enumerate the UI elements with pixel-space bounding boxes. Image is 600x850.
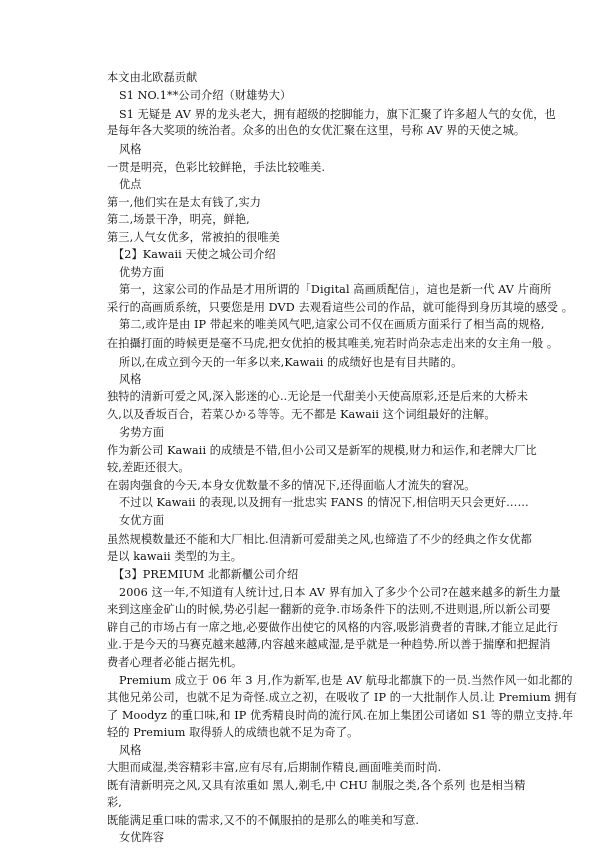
doc-line: 第一,他们实在是太有钱了,实力 [107,195,262,209]
doc-line: 是以 kawaii 类型的为主。 [107,550,243,563]
doc-line: 业.于是今天的马赛克越来越薄,内容越来越咸湿,是乎就是一种趋势.所以善于揣摩和把握消 [107,638,551,652]
doc-line: 优点 [119,178,142,192]
doc-line: 所以,在成立到今天的一年多以来,Kawaii 的成绩好也是有目共睹的。 [119,355,463,369]
doc-line: 本文由北欧磊贡献 [107,71,198,84]
doc-line: 第二,场景干净，明亮，鲜艳, [107,213,250,227]
doc-line: Premium 成立于 06 年 3 月,作为新军,也是 AV 航母北都旗下的一员.当然作风一如北都的 [119,673,573,687]
doc-line: 不过以 Kawaii 的表现,以及拥有一批忠实 FANS 的情况下,相信明天只会更好…… [119,495,529,509]
doc-line: 大胆而咸湿,类容精彩丰富,应有尽有,后期制作精良,画面唯美而时尚. [107,761,442,775]
doc-line: 女优方面 [119,514,165,528]
doc-line: S1 无疑是 AV 界的龙头老大，拥有超级的挖脚能力，旗下汇聚了许多超人气的女优，也 [119,107,556,121]
doc-line: S1 NO.1**公司介绍（财雄势大） [119,89,292,103]
doc-line: 辟自己的市场占有一席之地,必要做作出使它的风格的内容,吸影消费者的青睐,才能立足此行 [107,620,559,634]
doc-line: 轻的 Premium 取得骄人的成绩也就不足为奇了。 [107,726,359,740]
doc-line: 费者心理者必能占据先机。 [107,655,243,669]
doc-line: 较,差距还很大。 [107,461,190,474]
doc-line: 作为新公司 Kawaii 的成绩是不错,但小公司又是新军的规模,财力和运作,和老牌大厂比 [107,443,537,457]
doc-line: 女优阵容 [119,831,165,844]
doc-line: 风格 [119,743,142,757]
doc-line: 2006 这一年,不知道有人统计过,日本 AV 界有加入了多少个公司?在越来越多的新生力量 [119,585,561,599]
doc-line: 风格 [119,372,142,386]
doc-line: 一贯是明亮，色彩比较鲜艳，手法比较唯美. [107,160,326,174]
doc-line: 【2】Kawaii 天使之城公司介绍 [113,248,276,262]
doc-line: 第一，这家公司的作品是才用所谓的「Digital 高画质配信」，這也是新一代 AV 片商所 [119,283,552,296]
doc-line: 劣势方面 [119,426,165,440]
doc-line: 既能满足重口味的需求,又不的不佩服拍的是那么的唯美和写意. [107,813,420,827]
doc-line: 【3】PREMIUM 北都新櫃公司介绍 [113,567,299,581]
doc-line: 是每年各大奖项的统治者。众多的出色的女优汇聚在这里，号称 AV 界的天使之城。 [107,124,526,138]
doc-line: 独特的清新可爱之风,深入影迷的心..无论是一代甜美小天使高原彩,还是后来的大桥未 [107,390,528,404]
doc-line: 彩, [107,796,122,810]
doc-line: 优势方面 [119,265,165,279]
doc-line: 在弱肉强食的今天,本身女优数量不多的情况下,还得面临人才流失的窘况。 [107,478,476,492]
doc-line: 采行的高画质系统，只要您是用 DVD 去观看這些公司的作品，就可能得到身历其境的感受 。 [107,300,574,314]
doc-line: 风格 [119,143,142,157]
doc-line: 第三,人气女优多，常被拍的很唯美 [107,230,280,244]
doc-line: 久,以及香坂百合，若菜ひかる等等。无不都是 Kawaii 这个词组最好的注解。 [107,407,496,421]
doc-line: 第二,或许是由 IP 带起来的唯美风气吧,這家公司不仅在画质方面采行了相当高的规格, [119,317,545,331]
doc-line: 虽然规模数量还不能和大厂相比.但清新可爱甜美之风,也缔造了不少的经典之作女优都 [107,532,532,546]
doc-line: 其他兄弟公司，也就不足为奇怪.成立之初，在吸收了 IP 的一大批制作人员.让 Premium 拥有 [107,691,578,705]
doc-line: 在拍攝打面的時候更是毫不马虎,把女优拍的极其唯美,宛若时尚杂志走出来的女主角一般 。 [107,337,559,351]
doc-line: 既有清新明亮之风,又具有浓重如 黑人,剃毛,中 CHU 制服之类,各个系列 也是相当精 [107,778,526,792]
doc-line: 了 Moodyz 的重口味,和 IP 优秀精良时尚的流行风.在加上集团公司诸如 S1 等的鼎立支持.年 [107,708,574,722]
doc-line: 来到这座金矿山的时候,势必引起一翻新的竞争.市场条件下的法则,不进则退,所以新公司要 [107,603,551,617]
